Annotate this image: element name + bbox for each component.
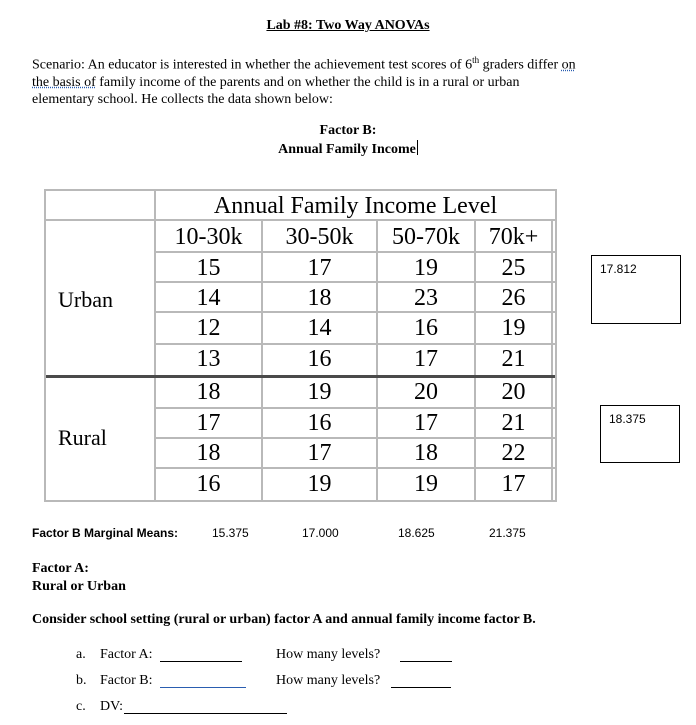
table-cell: 21 (501, 346, 526, 372)
marginal-mean: 15.375 (212, 526, 249, 540)
table-cell: 25 (501, 255, 526, 281)
table-cell: 19 (414, 471, 438, 497)
consider-instruction: Consider school setting (rural or urban) factor A and annual family income factor B. (32, 612, 536, 627)
spellcheck-mark-1: on (561, 57, 576, 73)
table-cell: 12 (196, 315, 221, 341)
table-cell: 17 (414, 410, 438, 436)
question-a-label: Factor A: (100, 647, 153, 662)
table-cell: 14 (196, 285, 221, 311)
table-cell: 14 (307, 315, 332, 341)
marginal-mean: 18.625 (398, 526, 435, 540)
table-cell: 17 (414, 346, 438, 372)
scenario-paragraph (32, 52, 632, 108)
page-title (0, 18, 696, 34)
column-header: 30-50k (285, 224, 354, 250)
table-cell: 15 (196, 255, 221, 281)
table-divider (551, 221, 553, 500)
column-header: 70k+ (488, 224, 539, 250)
marginal-mean: 21.375 (489, 526, 526, 540)
row-label-rural: Rural (58, 425, 107, 450)
table-cell: 17 (307, 255, 332, 281)
table-cell: 16 (414, 315, 438, 341)
factor-b-label: Factor B: (319, 123, 377, 138)
table-cell: 23 (414, 285, 438, 311)
marginal-means-label: Factor B Marginal Means: (32, 526, 179, 540)
table-cell: 19 (307, 471, 332, 497)
spellcheck-mark-2: the basis of (32, 74, 96, 90)
table-cell: 13 (196, 346, 221, 372)
row-label-urban: Urban (58, 287, 113, 312)
table-cell: 16 (307, 410, 332, 436)
table-cell: 17 (501, 471, 526, 497)
question-c-marker: c. (76, 699, 86, 714)
scenario-text-2: graders differ (479, 57, 562, 73)
marginal-mean: 17.000 (302, 526, 339, 540)
rural-mean-box[interactable] (600, 405, 680, 463)
table-cell: 22 (501, 440, 526, 466)
data-table (44, 189, 557, 502)
table-cell: 17 (196, 410, 221, 436)
scenario-text-4: elementary school. He collects the data shown below: (32, 91, 333, 107)
column-header: 50-70k (392, 224, 460, 250)
table-cell: 18 (196, 440, 221, 466)
scenario-text-1: Scenario: An educator is interested in whether the achievement test scores of 6 (32, 57, 473, 73)
scenario-text-3: family income of the parents and on whether the child is in a rural or urban (95, 74, 520, 90)
factor-a-name: Rural or Urban (32, 579, 126, 594)
table-cell: 26 (501, 285, 526, 311)
table-cell: 20 (501, 379, 526, 405)
question-a-levels: How many levels? (276, 647, 381, 662)
table-cell: 16 (196, 471, 221, 497)
table-cell: 20 (414, 379, 438, 405)
question-b-levels: How many levels? (276, 673, 381, 688)
question-c-label: DV: (100, 699, 124, 714)
table-cell: 19 (414, 255, 438, 281)
table-header: Annual Family Income Level (213, 193, 498, 219)
table-cell: 19 (501, 315, 526, 341)
factor-a-answer-blank[interactable] (160, 660, 242, 662)
factor-a-heading (32, 560, 126, 596)
question-b-label: Factor B: (100, 673, 153, 688)
factor-b-answer-blank[interactable] (160, 686, 246, 688)
marginal-means-row (32, 526, 672, 544)
dv-answer-blank[interactable] (124, 712, 287, 714)
table-cell: 16 (307, 346, 332, 372)
table-cell: 18 (196, 379, 221, 405)
table-cell: 17 (307, 440, 332, 466)
factor-b-name: Annual Family Income (278, 142, 416, 157)
factor-a-label: Factor A: (32, 561, 89, 576)
question-b-marker: b. (76, 673, 87, 688)
urban-mean-box[interactable] (591, 255, 681, 324)
table-cell: 18 (307, 285, 332, 311)
table-cell: 21 (501, 410, 526, 436)
table-cell: 18 (414, 440, 438, 466)
factor-b-levels-blank[interactable] (391, 686, 451, 688)
question-a-marker: a. (76, 647, 86, 662)
rural-mean-value: 18.375 (609, 412, 646, 426)
factor-b-heading (0, 122, 696, 159)
title-text: Lab #8: Two Way ANOVAs (266, 18, 430, 33)
factor-a-levels-blank[interactable] (400, 660, 452, 662)
scenario-sup: th (472, 55, 480, 65)
text-cursor (417, 140, 418, 155)
urban-mean-value: 17.812 (600, 262, 637, 276)
column-header: 10-30k (174, 224, 243, 250)
table-cell: 19 (307, 379, 332, 405)
